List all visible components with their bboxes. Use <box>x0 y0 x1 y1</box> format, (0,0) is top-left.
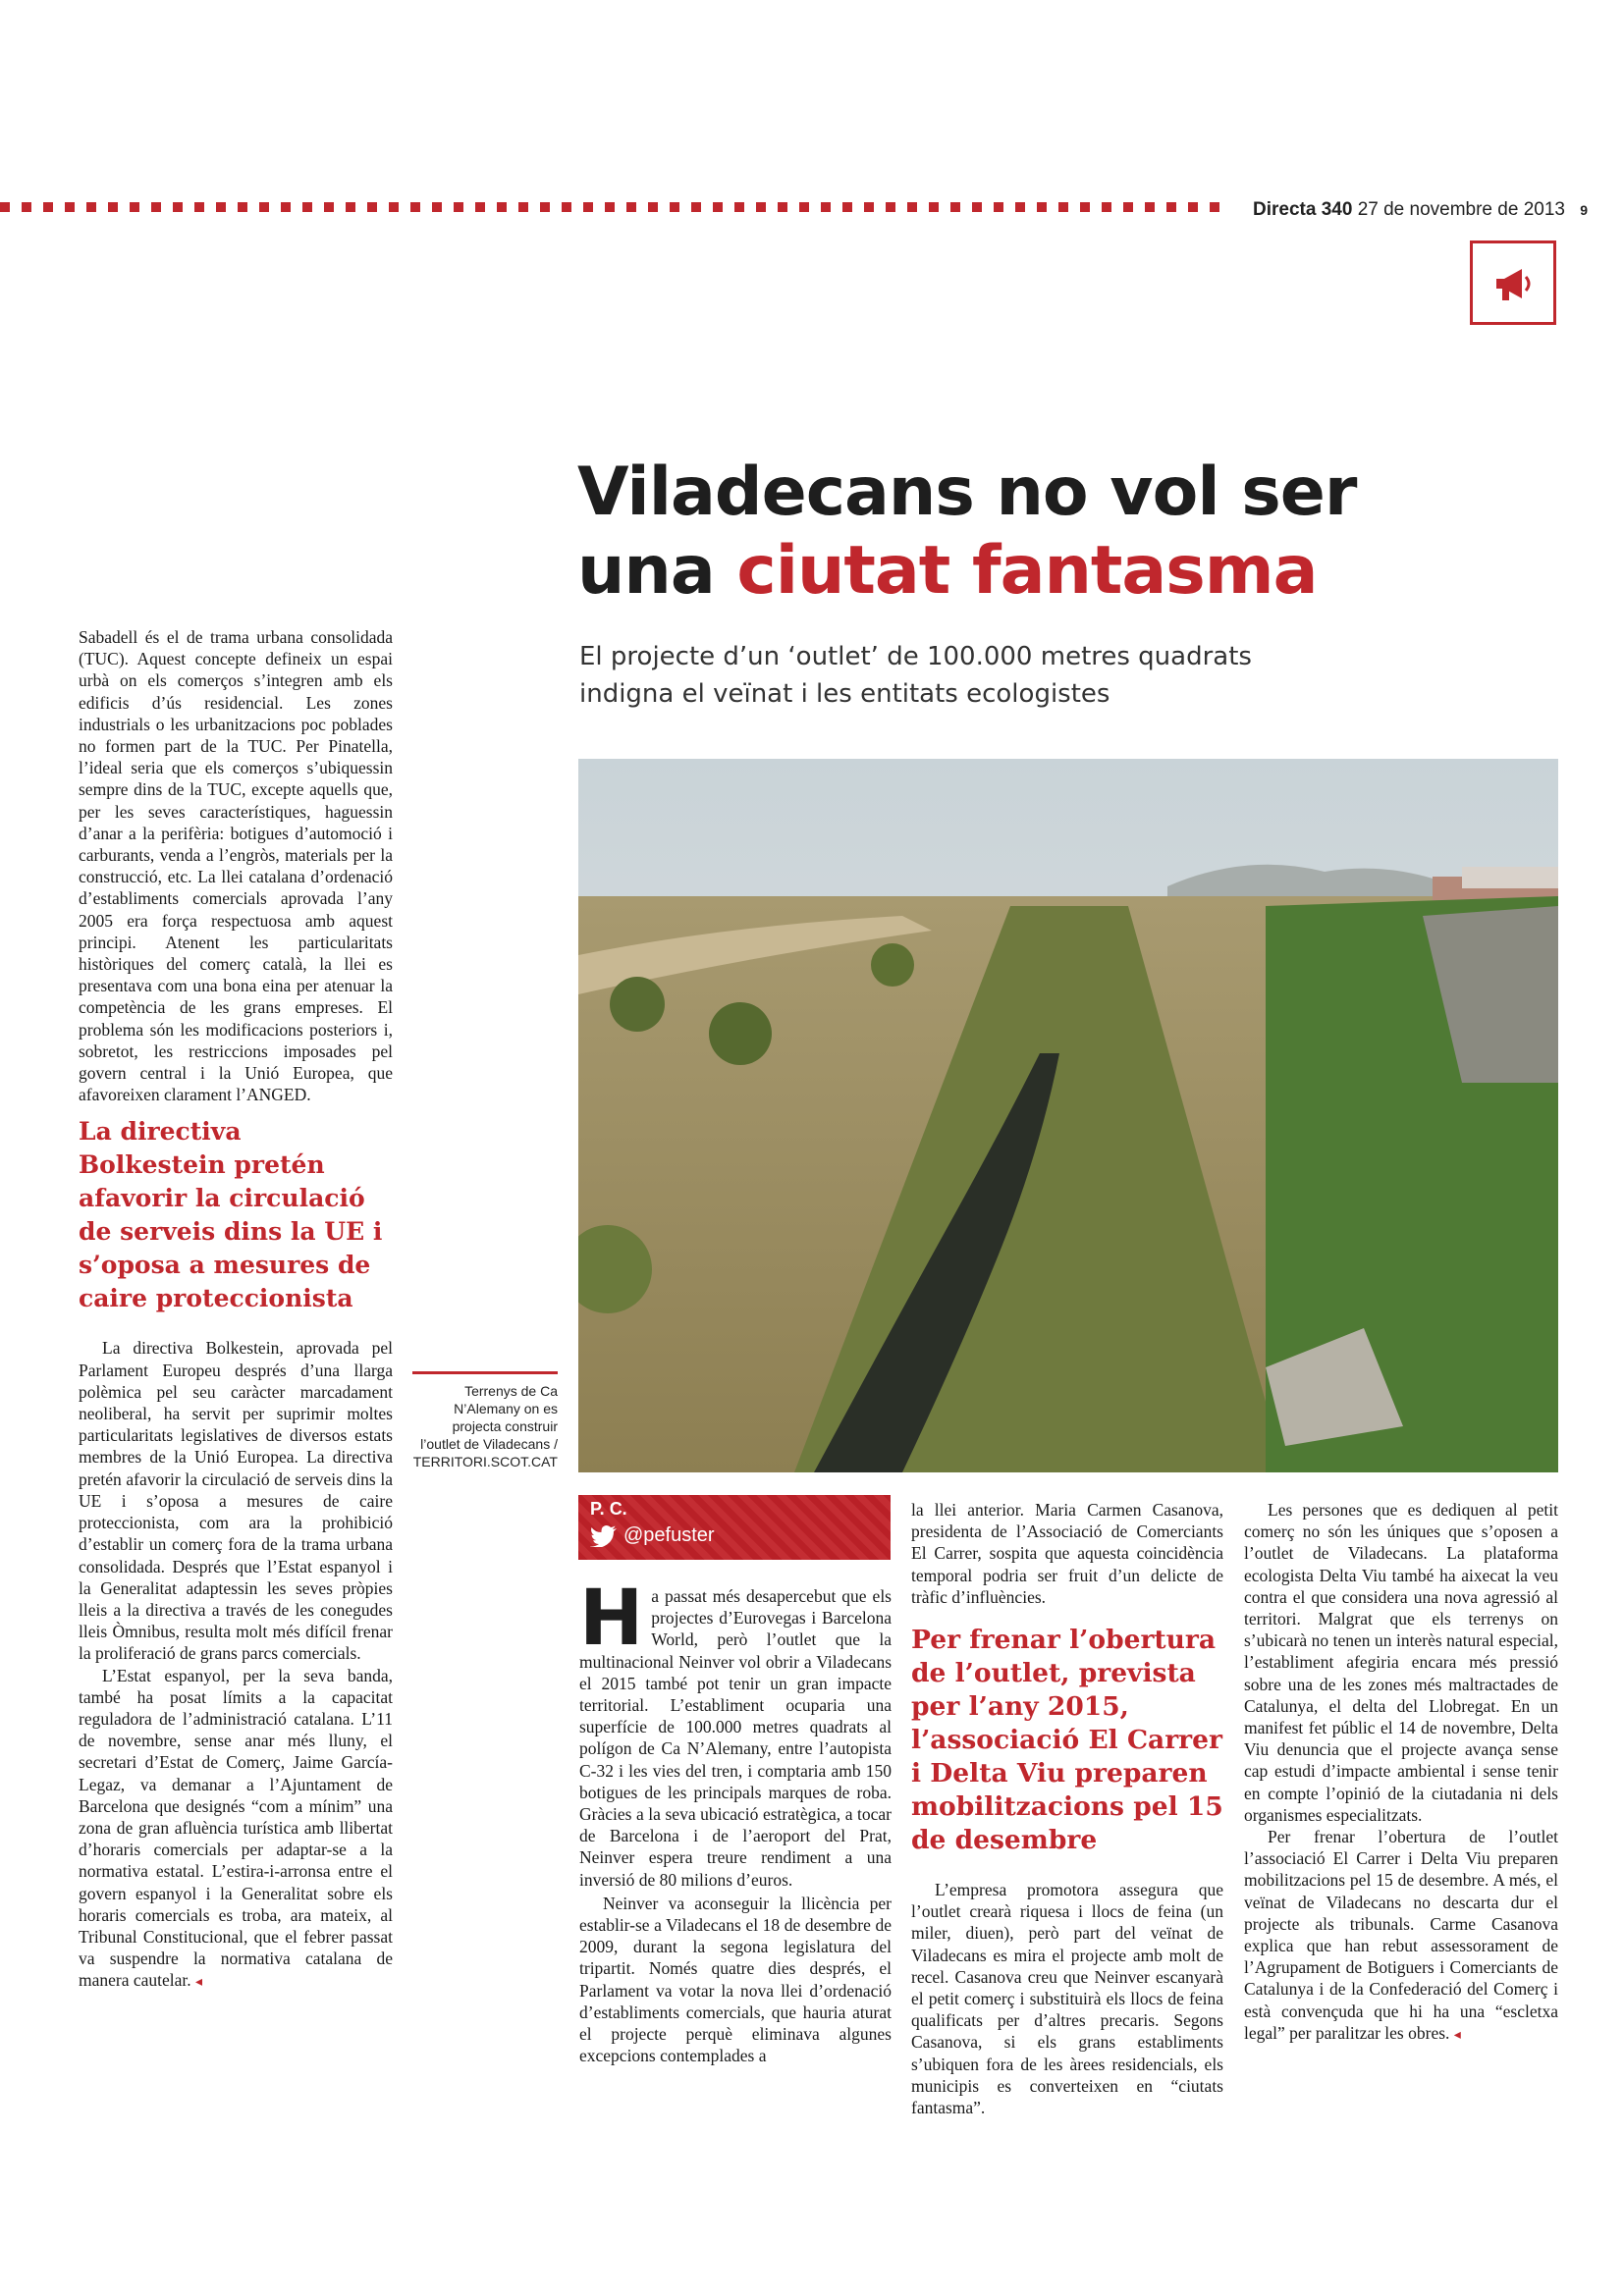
pull-quote-left: La directiva Bolkestein pretén afavorir la circulació de serveis dins la UE i s’oposa a mesures de caire proteccionista <box>79 1117 383 1313</box>
col3-paragraph-2 <box>1244 1826 1558 2047</box>
col2-paragraph-1: la llei anterior. Maria Carmen Casanova, presidenta de l’Associació de Comerciants El Carrer, sospita que aquesta coincidència temporal podria ser fruit d’un delicte de tràfic d’influències. <box>911 1500 1223 1607</box>
col1-paragraph-1-text: a passat més desapercebut que els projectes d’Eurovegas i Barcelona World, però l’outlet que la multinacional Neinver vol obrir a Viladecans el 2015 també pot tenir un gran impacte territorial. L’establiment ocuparia una superfície de 100.000 metres quadrats al polígon de Ca N’Alemany, entre l’autopista C-32 i les vies del tren, i comptaria amb 150 botigues de les principals marques de roba. Gràcies a la seva ubicació estratègica, a tocar de Barcelona i de l’aeroport del Prat, Neinver espera treure rendiment a una inversió de 80 milions d’euros. <box>579 1586 892 1890</box>
end-mark-icon: ◂ <box>1453 2027 1461 2043</box>
photo-caption: Terrenys de Ca N’Alemany on es projecta construir l’outlet de Viladecans / TERRITORI.SCOT.CAT <box>412 1371 558 1470</box>
col1-paragraph-1 <box>579 1575 892 1891</box>
headline-plain: una <box>577 532 737 610</box>
author-twitter-link[interactable] <box>590 1524 715 1547</box>
body-column-2 <box>911 1499 1223 2118</box>
author-name: P. C. <box>590 1499 627 1519</box>
page-number: 9 <box>1580 202 1589 218</box>
col3-paragraph-2-text: Per frenar l’obertura de l’outlet l’associació El Carrer i Delta Viu preparen mobilitzacions pel 15 de desembre. A més, el veïnat de Viladecans no descarta dur el projecte als tribunals. Carme Casanova explica que han rebut assessorament de l’Agrupament de Botiguers i Comerciants de Catalunya i de la Confederació del Comerç i està convençuda que hi ha una “escletxa legal” per paralitzar les obres. <box>1244 1827 1558 2043</box>
left-column <box>79 626 393 1995</box>
end-mark-icon: ◂ <box>195 1975 203 1991</box>
left-paragraph-3 <box>79 1665 393 1995</box>
left-paragraph-1: Sabadell és el de trama urbana consolidada (TUC). Aquest concepte defineix un espai urbà on els comerços s’integren amb els edificis d’ús residencial. Les zones industrials o les urbanitzacions poc poblades no formen part de la TUC. Per Pinatella, l’ideal seria que els comerços s’ubiquessin sempre dins de la TUC, excepte aquells que, per les seves característiques, haguessin d’anar a la perifèria: botigues d’automoció i carburants, venda a l’engròs, materials per la construcció, etc. La llei catalana d’ordenació d’establiments comercials aprovada l’any 2005 era força respectuosa amb aquest principi. Atenent les particularitats històriques del comerç català, la llei es presentava com una bona eina per atenuar la competència de les grans empreses. El problema són les modificacions posteriors i, sobretot, les restriccions imposades pel govern central i la Unió Europea, que afavoreixen clarament l’ANGED. <box>79 627 393 1105</box>
drop-cap: H <box>579 1575 644 1663</box>
publication-name: Directa 340 <box>1253 199 1353 220</box>
dotted-rule <box>0 202 1227 212</box>
col2-paragraph-2: L’empresa promotora assegura que l’outlet crearà riquesa i llocs de feina (un miler, diuen), però part del veïnat de Viladecans es mira el projecte amb molt de recel. Casanova creu que Neinver escanyarà el petit comerç i substituirà els llocs de feina qualificats per d’altres precaris. Segons Casanova, si els grans establiments s’ubiquen fora de les àrees residencials, els municipis es converteixen en “ciutats fantasma”. <box>911 1880 1223 2118</box>
body-column-3 <box>1244 1499 1558 2047</box>
masthead <box>1253 199 1588 221</box>
twitter-bird-icon <box>590 1525 618 1547</box>
headline-line-1: Viladecans no vol ser <box>577 454 1357 531</box>
body-column-1 <box>579 1575 892 2066</box>
headline-line-2 <box>577 532 1569 611</box>
article-subtitle: El projecte d’un ‘outlet’ de 100.000 metres quadrats indigna el veïnat i les entitats ecologistes <box>579 642 1252 709</box>
author-twitter-handle: @pefuster <box>623 1524 715 1546</box>
left-paragraph-2: La directiva Bolkestein, aprovada pel Parlament Europeu després d’una llarga polèmica pel seu caràcter marcadament neoliberal, ha servit per suprimir moltes particularitats legislatives de diversos estats membres de la Unió Europea. La directiva pretén afavorir la circulació de serveis dins la UE i s’oposa a mesures de caire proteccionista, com ara la prohibició d’establir un comerç fora de la trama urbana consolidada. Després que l’Estat espanyol i la Generalitat adaptessin les seves pròpies lleis a la directiva a través de les conegudes lleis Òmnibus, resulta molt més difícil frenar la proliferació de grans parcs comercials. <box>79 1338 393 1664</box>
col3-paragraph-1: Les persones que es dediquen al petit comerç no són les úniques que s’oposen a l’outlet de Viladecans. La plataforma ecologista Delta Viu també ha aixecat la veu contra el que considera una nova agressió al territori. Malgrat que els terrenys on s’ubicarà no tenen un interès natural especial, l’establiment afegiria encara més pressió sobre una de les zones més maltractades de Catalunya, el delta del Llobregat. En un manifest fet públic el 14 de novembre, Delta Viu denuncia que el projecte avança sense cap estudi d’impacte ambiental i sense tenir en compte l’opinió de la ciutadania ni dels organismes especialitzats. <box>1244 1500 1558 1825</box>
issue-date: 27 de novembre de 2013 <box>1357 199 1565 220</box>
megaphone-icon <box>1492 265 1536 304</box>
article-headline <box>577 454 1569 611</box>
left-paragraph-3-text: L’Estat espanyol, per la seva banda, també ha posat límits a la capacitat reguladora de l’administració catalana. L’11 de novembre, sense anar més lluny, el secretari d’Estat de Comerç, Jaime García-Legaz, va demanar a l’Ajuntament de Barcelona que designés “com a mínim” una zona de gran afluència turística amb llibertat d’horaris comercials per adaptar-se a la normativa estatal. L’estira-i-arronsa entre el govern espanyol i la Generalitat sobre els horaris comercials es troba, ara mateix, al Tribunal Constitucional, que el febrer passat va suspendre la normativa catalana de manera cautelar. <box>79 1665 393 1991</box>
headline-highlight: ciutat fantasma <box>736 532 1318 610</box>
pull-quote-right: Per frenar l’obertura de l’outlet, prevista per l’any 2015, l’associació El Carrer i Delta Viu preparen mobilitzacions pel 15 de desembre <box>911 1625 1223 1856</box>
col1-paragraph-2: Neinver va aconseguir la llicència per establir-se a Viladecans el 18 de desembre de 2009, durant la segona legislatura del tripartit. Només quatre dies després, el Parlament va votar la nova llei d’ordenació d’establiments comercials, que hauria aturat el projecte perquè eliminava algunes excepcions contemplades a <box>579 1893 892 2066</box>
author-box <box>578 1495 891 1560</box>
section-badge <box>1470 240 1556 325</box>
article-photo <box>578 759 1558 1472</box>
